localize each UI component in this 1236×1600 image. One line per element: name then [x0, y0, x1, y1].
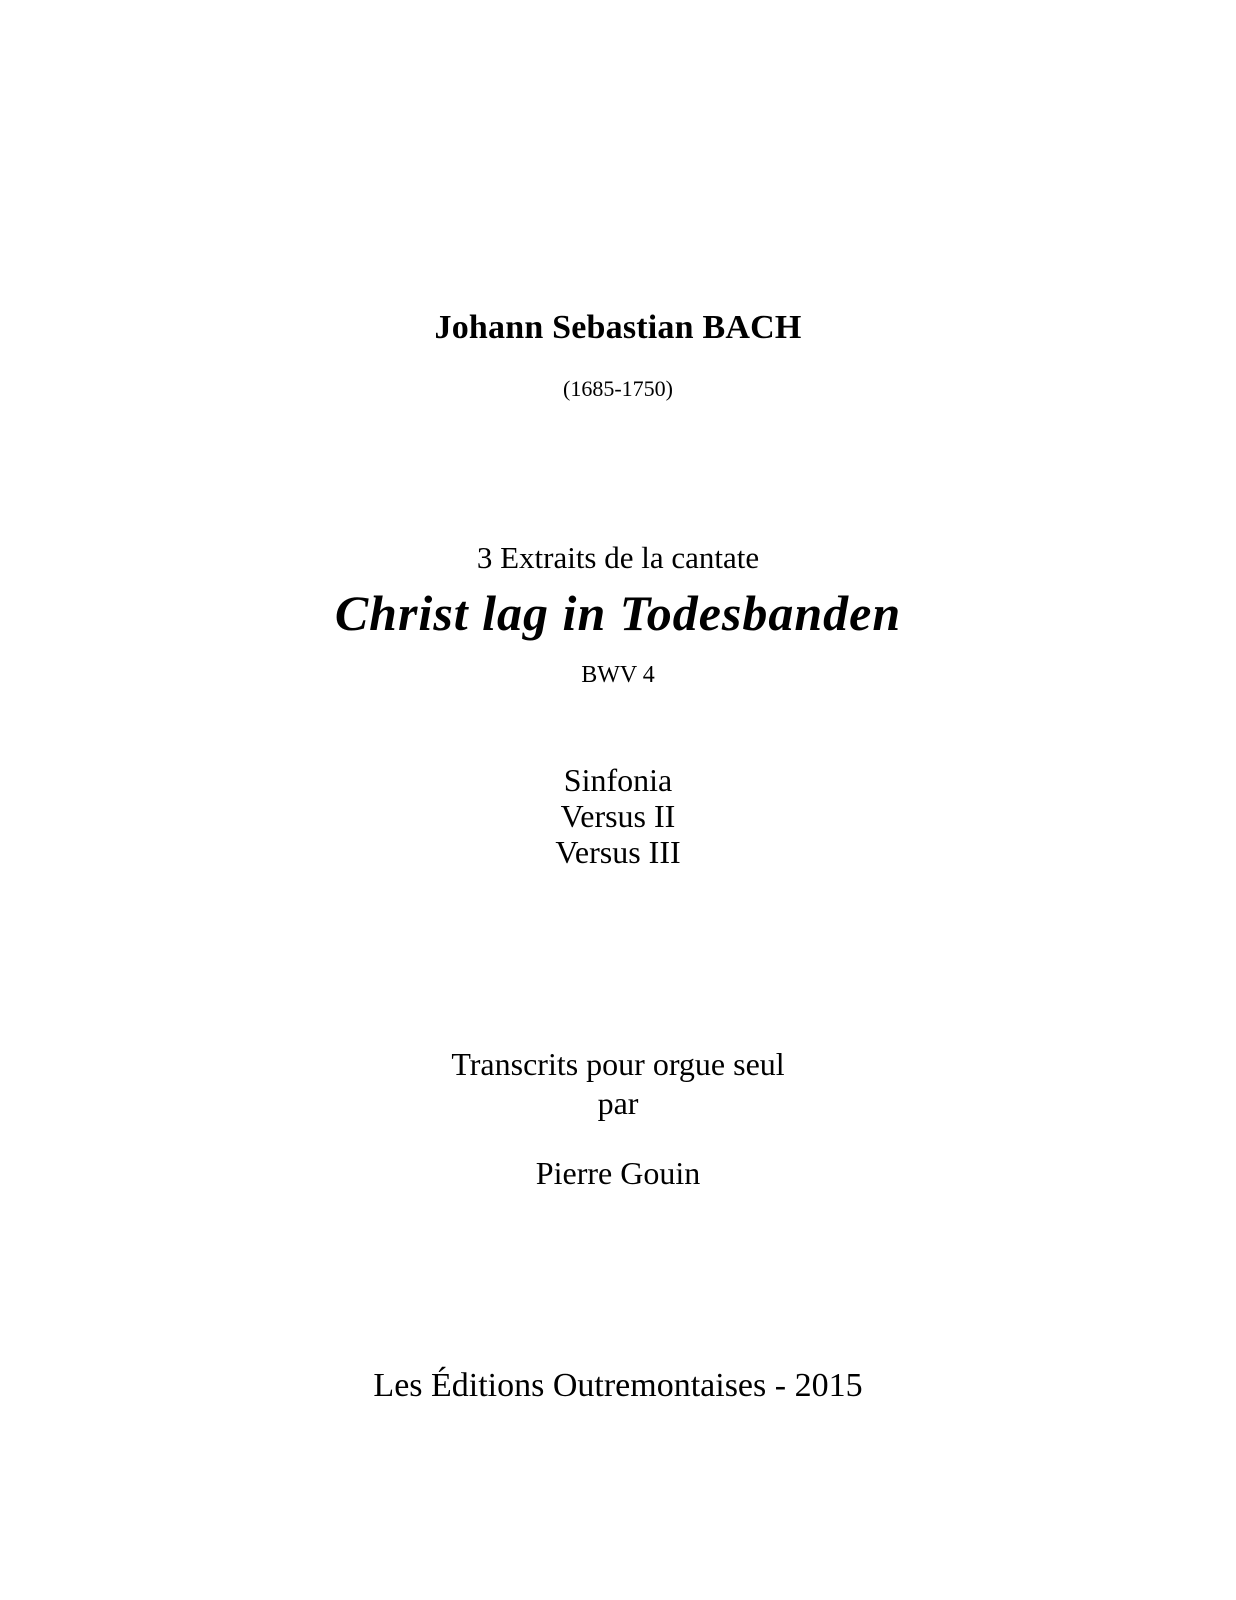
- catalog-number: BWV 4: [581, 662, 655, 688]
- work-intro: 3 Extraits de la cantate: [476, 540, 760, 575]
- transcription-by: par: [597, 1085, 639, 1121]
- arranger-name: Pierre Gouin: [535, 1155, 701, 1191]
- movement-item: Versus III: [555, 834, 681, 870]
- publisher-line: Les Éditions Outremontaises - 2015: [373, 1367, 863, 1404]
- composer-dates: (1685-1750): [563, 376, 673, 401]
- work-title: Christ lag in Todesbanden: [334, 585, 902, 641]
- movement-item: Sinfonia: [563, 762, 673, 798]
- movement-list: [0, 762, 1236, 870]
- transcription-note: Transcrits pour orgue seul: [451, 1046, 785, 1082]
- movement-item: Versus II: [560, 798, 676, 834]
- composer-name: Johann Sebastian BACH: [434, 309, 802, 346]
